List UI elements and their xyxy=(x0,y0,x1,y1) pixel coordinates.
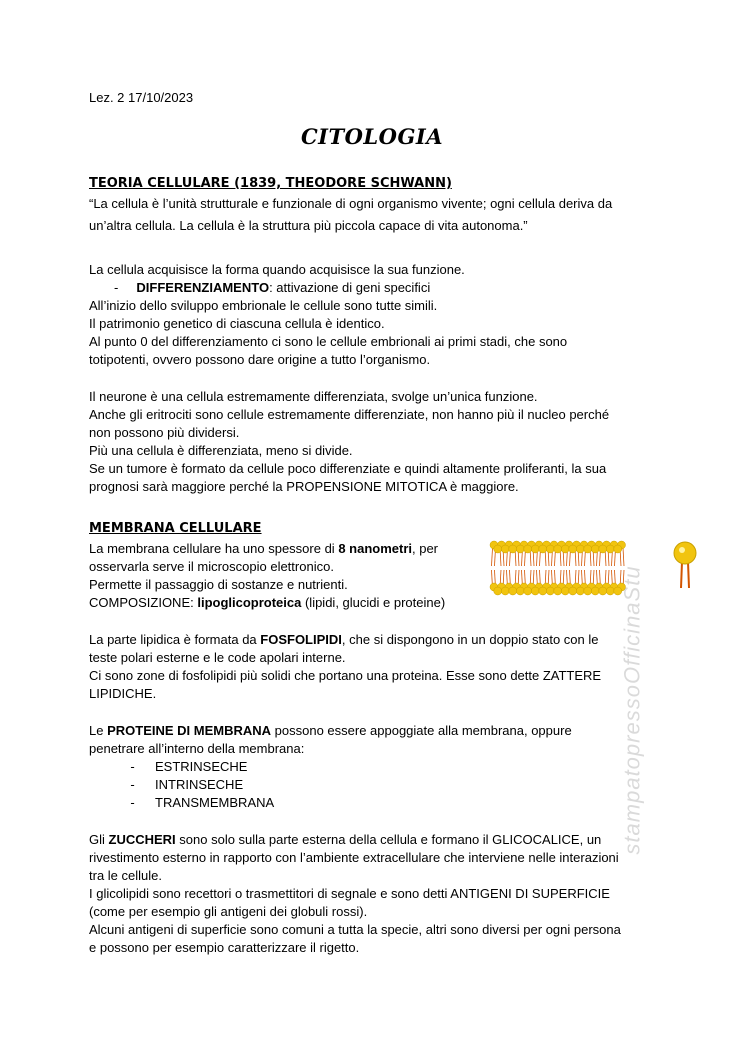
text-span: , per xyxy=(412,541,439,556)
proteine-line-1 xyxy=(89,722,572,740)
text-line: Più una cellula è differenziata, meno si divide. xyxy=(89,443,353,458)
list-item-text: INTRINSECHE xyxy=(155,777,244,792)
text-line: Il patrimonio genetico di ciascuna cellula è identico. xyxy=(89,316,385,331)
phospholipid-icon xyxy=(670,540,700,592)
bold-span: ZUCCHERI xyxy=(108,832,176,847)
lesson-date: Lez. 2 17/10/2023 xyxy=(89,90,194,105)
list-item: - TRANSMEMBRANA xyxy=(130,795,275,810)
differenziamento-bullet xyxy=(114,279,430,297)
text-span: possono essere appoggiate alla membrana, oppure xyxy=(271,723,572,738)
text-span: La parte lipidica è formata da xyxy=(89,632,261,647)
text-line: e possono per esempio caratterizzare il rigetto. xyxy=(89,940,360,955)
text-span: sono solo sulla parte esterna della cellula e formano il GLICOCALICE, un xyxy=(175,832,602,847)
zuccheri-line-1 xyxy=(89,831,601,849)
text-line: All’inizio dello sviluppo embrionale le cellule sono tutte simili. xyxy=(89,298,438,313)
text-span: Le xyxy=(89,723,108,738)
membrana-line-3: Permette il passaggio di sostanze e nutrienti. xyxy=(89,577,348,592)
section-heading-teoria: TEORIA CELLULARE (1839, THEODORE SCHWANN) xyxy=(89,176,452,191)
text-line: Anche gli eritrociti sono cellule estremamente differenziate, non hanno più il nucleo perché xyxy=(89,407,610,422)
list-item-text: ESTRINSECHE xyxy=(155,759,248,774)
text-line: tra le cellule. xyxy=(89,868,162,883)
text-line: LIPIDICHE. xyxy=(89,686,157,701)
watermark xyxy=(618,500,648,920)
text-line: Ci sono zone di fosfolipidi più solidi che portano una proteina. Esse sono dette ZATTERE xyxy=(89,668,602,683)
bullet-dash: - xyxy=(114,280,119,295)
text-span: La membrana cellulare ha uno spessore di xyxy=(89,541,339,556)
text-line: rivestimento esterno in rapporto con l’ambiente extracellulare che interviene nelle interazioni xyxy=(89,850,619,865)
text-span: , che si dispongono in un doppio stato con le xyxy=(341,632,599,647)
quote-line-2: un’altra cellula. La cellula è la struttura più piccola capace di vita autonoma.” xyxy=(89,218,528,233)
bold-span: lipoglicoproteica xyxy=(197,595,302,610)
membrana-line-4 xyxy=(89,594,445,612)
text-line: teste polari esterne e le code apolari interne. xyxy=(89,650,346,665)
text-line: Se un tumore è formato da cellule poco differenziate e quindi altamente proliferanti, la sua xyxy=(89,461,607,476)
text-line: penetrare all’interno della membrana: xyxy=(89,741,305,756)
fosfolipidi-line-1 xyxy=(89,631,598,649)
list-item: - ESTRINSECHE xyxy=(130,759,248,774)
bold-span: PROTEINE DI MEMBRANA xyxy=(107,723,272,738)
watermark-text: stampatopressoOfficinaStu xyxy=(620,565,646,855)
membrana-line-2: osservarla serve il microscopio elettronico. xyxy=(89,559,334,574)
text-span: COMPOSIZIONE: xyxy=(89,595,198,610)
quote-line-1: “La cellula è l’unità strutturale e funzionale di ogni organismo vivente; ogni cellula deriva da xyxy=(89,196,613,211)
text-line: non possono più dividersi. xyxy=(89,425,240,440)
text-line: Al punto 0 del differenziamento ci sono le cellule embrionali ai primi stadi, che sono xyxy=(89,334,568,349)
bullet-term: DIFFERENZIAMENTO xyxy=(136,280,270,295)
bold-span: FOSFOLIPIDI xyxy=(260,632,342,647)
phospholipid-bilayer-illustration xyxy=(488,540,628,596)
text-line: Il neurone è una cellula estremamente differenziata, svolge un’unica funzione. xyxy=(89,389,538,404)
text-span: (lipidi, glucidi e proteine) xyxy=(301,595,446,610)
text-line: prognosi sarà maggiore perché la PROPENSIONE MITOTICA è maggiore. xyxy=(89,479,519,494)
list-item: - INTRINSECHE xyxy=(130,777,244,792)
text-line: (come per esempio gli antigeni dei globuli rossi). xyxy=(89,904,368,919)
section-heading-membrana: MEMBRANA CELLULARE xyxy=(89,521,262,536)
text-line: totipotenti, ovvero possono dare origine a tutto l’organismo. xyxy=(89,352,431,367)
bold-span: 8 nanometri xyxy=(338,541,412,556)
text-line: Alcuni antigeni di superficie sono comuni a tutta la specie, altri sono diversi per ogni persona xyxy=(89,922,621,937)
text-line: I glicolipidi sono recettori o trasmettitori di segnale e sono detti ANTIGENI DI SUPERFICIE xyxy=(89,886,610,901)
list-item-text: TRANSMEMBRANA xyxy=(155,795,275,810)
membrana-line-1 xyxy=(89,540,438,558)
bullet-desc: : attivazione di geni specifici xyxy=(269,280,431,295)
differenziamento-intro: La cellula acquisisce la forma quando acquisisce la sua funzione. xyxy=(89,262,465,277)
page-title: CITOLOGIA xyxy=(300,124,444,149)
text-span: Gli xyxy=(89,832,109,847)
